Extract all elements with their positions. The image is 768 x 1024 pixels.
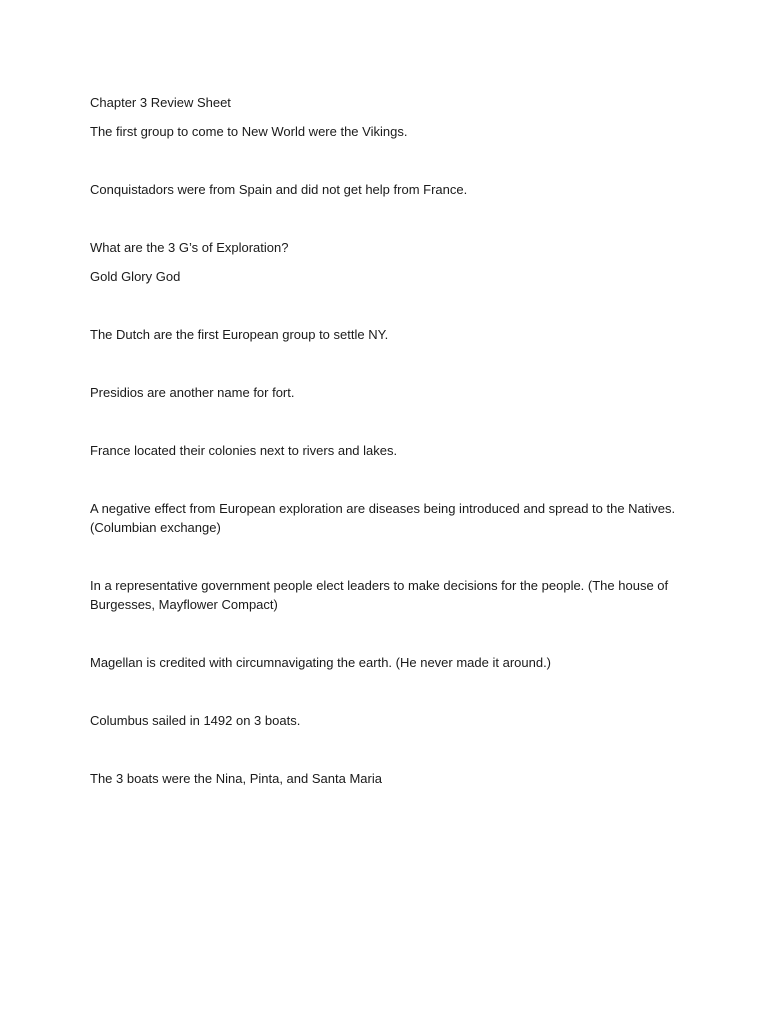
review-line-conquistadors: Conquistadors were from Spain and did not get help from France. [90, 182, 468, 197]
review-question-3gs: What are the 3 G’s of Exploration? [90, 240, 289, 255]
review-line-three-boats: The 3 boats were the Nina, Pinta, and Santa Maria [90, 771, 382, 786]
review-answer-3gs: Gold Glory God [90, 269, 181, 284]
review-line-france: France located their colonies next to rivers and lakes. [90, 443, 398, 458]
review-line-diseases: A negative effect from European exploration are diseases being introduced and spread to the Natives. (Columbian exchange) [90, 501, 676, 535]
document-body [90, 93, 690, 788]
review-line-columbus: Columbus sailed in 1492 on 3 boats. [90, 713, 301, 728]
document-title: Chapter 3 Review Sheet [90, 95, 231, 110]
review-line-representative-government: In a representative government people elect leaders to make decisions for the people. (The house of Burgesses, Mayflower Compact) [90, 578, 669, 612]
review-line-dutch: The Dutch are the first European group to settle NY. [90, 327, 389, 342]
review-line-presidios: Presidios are another name for fort. [90, 385, 295, 400]
review-line-vikings: The first group to come to New World were the Vikings. [90, 124, 408, 139]
review-line-magellan: Magellan is credited with circumnavigating the earth. (He never made it around.) [90, 655, 552, 670]
